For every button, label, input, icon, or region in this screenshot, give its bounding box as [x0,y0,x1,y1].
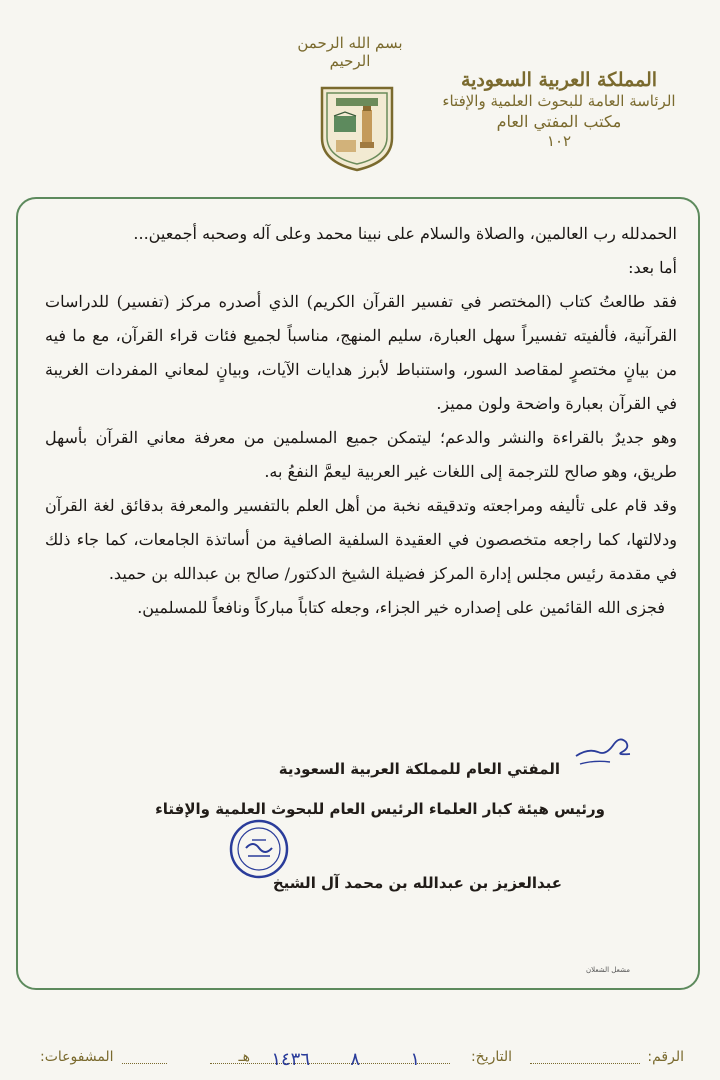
basmala-calligraphy: بسم الله الرحمن الرحيم [297,34,403,70]
paragraph-recommendation: وهو جديرٌ بالقراءة والنشر والدعم؛ ليتمكن جميع المسلمين من معرفة معاني القرآن بأسهل طريق، وهو صالح للترجمة إلى اللغات غير العربية ليعمَّ النفعُ به. [45,428,677,481]
letterhead-line-presidency: الرئاسة العامة للبحوث العلمية والإفتاء [442,92,676,111]
letterhead-line-number: ١٠٢ [546,131,572,150]
signatory-name: عبدالعزيز بن عبدالله بن محمد آل الشيخ [272,874,562,892]
handwritten-signature-icon [570,722,640,770]
date-month-value: ٨ [350,1049,360,1070]
attachments-label: المشفوعات: [40,1049,114,1065]
closing-line: فجزى الله القائمين على إصداره خير الجزاء، وجعله كتاباً مباركاً ونافعاً للمسلمين. [137,598,665,617]
paragraph-evaluation: فقد طالعتُ كتاب (المختصر في تفسير القرآن الكريم) الذي أصدره مركز (تفسير) للدراسات القرآنية، فألفيته تفسيراً سهل العبارة، سليم المنهج، مناسباً لجميع فئات قراء القرآن، مع ما فيه من بيانٍ مختصرٍ لمقاصد السور، واستنباط لأبرز هدايات الآيات، وبيانٍ لمعاني المفردات الغريبة في القرآن بعبارة واضحة ولون مميز. [45,292,677,413]
greeting-line: الحمدلله رب العالمين، والصلاة والسلام على نبينا محمد وعلى آله وصحبه أجمعين... [133,224,677,243]
reference-number-line [530,1063,640,1064]
reference-number-label: الرقم: [647,1049,684,1065]
letter-body [45,217,677,625]
letterhead-line-kingdom: المملكة العربية السعودية [460,69,658,91]
signatory-title-council: ورئيس هيئة كبار العلماء الرئيس العام للبحوث العلمية والإفتاء [155,800,605,818]
signatory-title-mufti: المفتي العام للمملكة العربية السعودية [278,760,560,778]
official-seal-icon [228,818,290,880]
opening-line: أما بعد: [628,258,677,277]
paragraph-authors: وقد قام على تأليفه ومراجعته وتدقيقه نخبة من أهل العلم بالتفسير والمعرفة بدقائق لغة القرآن ودلالتها، كما راجعه متخصصون في العقيدة السلفية الصافية من أساتذة الجامعات، كما جاء ذلك في مقدمة رئيس مجلس إدارة المركز فضيلة الشيخ الدكتور/ صالح بن عبدالله بن حميد. [45,496,677,583]
typist-note: مشعل الشعلان [586,966,630,974]
letterhead-line-office: مكتب المفتي العام [496,111,622,131]
date-label: التاريخ: [470,1049,512,1065]
kingdom-letterhead [424,68,694,151]
institution-emblem-icon [316,80,398,172]
date-year-value: ١٤٣٦ [271,1049,310,1070]
date-day-value: ١ [410,1049,420,1070]
letter-footer [0,1043,720,1073]
attachments-line [122,1063,167,1064]
date-hijri-suffix: هـ [238,1049,250,1065]
